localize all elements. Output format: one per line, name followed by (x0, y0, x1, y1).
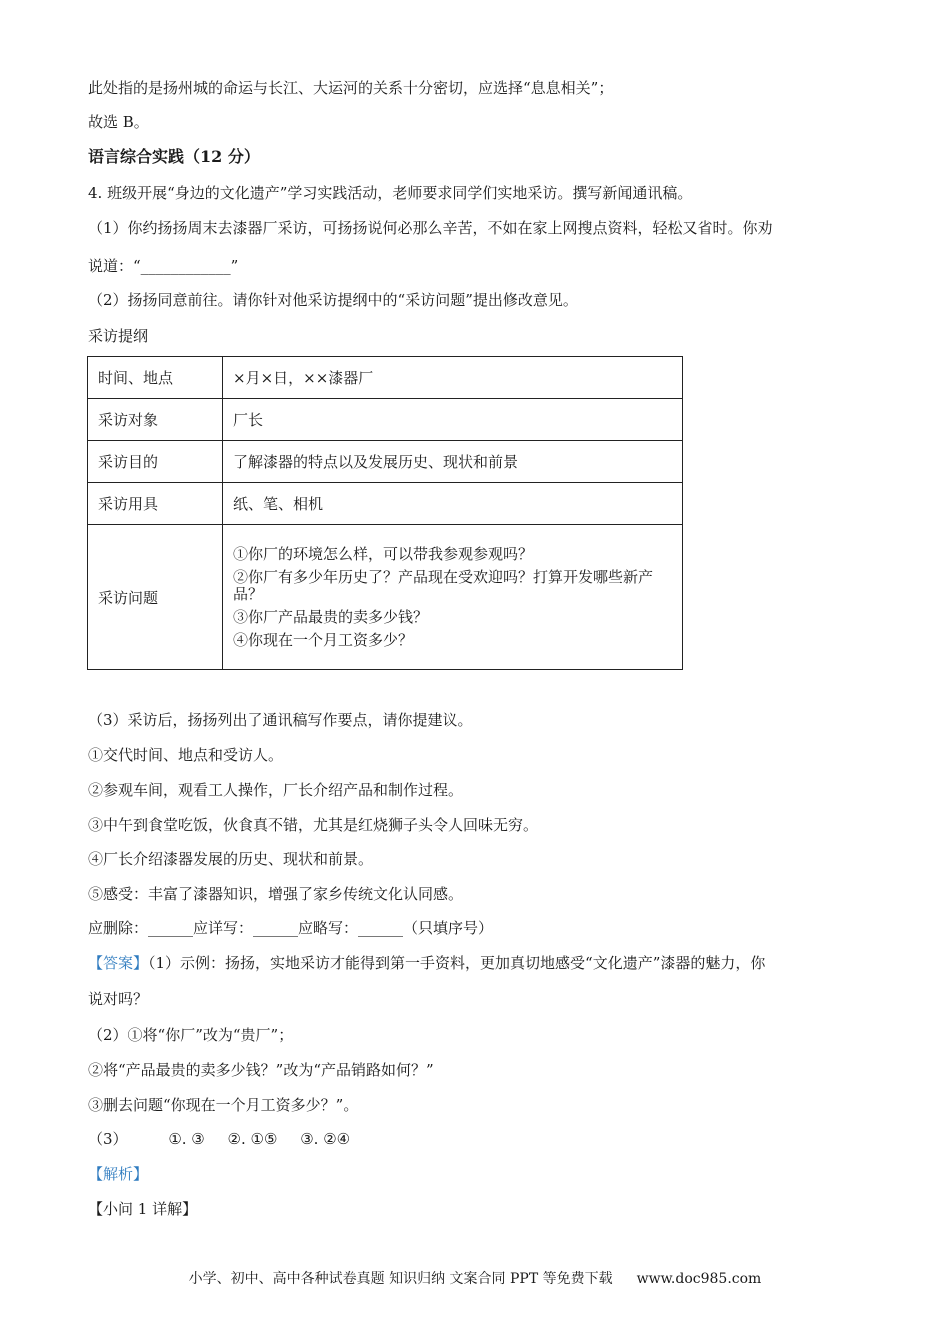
row-value: 厂长 (223, 399, 683, 441)
row-key: 采访问题 (88, 525, 223, 670)
question-1-line-1: （1）你约扬扬周末去漆器厂采访，可扬扬说何必那么辛苦，不如在家上网搜点资料，轻松又省时。你劝 (88, 219, 773, 237)
page-footer (0, 1268, 950, 1288)
interview-outline-table (87, 356, 683, 670)
choice-line: 故选 B。 (88, 113, 149, 131)
answer-1-line-2: 说对吗？ (88, 990, 149, 1008)
writing-point: ②参观车间，观看工人操作，厂长介绍产品和制作过程。 (88, 781, 464, 799)
sub-question-detail: 【小问 1 详解】 (88, 1200, 198, 1218)
writing-point: ⑤感受：丰富了漆器知识，增强了家乡传统文化认同感。 (88, 885, 464, 903)
interview-questions-cell (223, 525, 683, 670)
interview-question: ④你现在一个月工资多少？ (233, 630, 414, 649)
answer-3-line (88, 1129, 350, 1149)
answer-option: ①. ③ (168, 1130, 205, 1148)
answer-2-line-3: ③删去问题“你现在一个月工资多少？”。 (88, 1096, 359, 1114)
question-2: （2）扬扬同意前往。请你针对他采访提纲中的“采访问题”提出修改意见。 (88, 291, 578, 309)
writing-point: ④厂长介绍漆器发展的历史、现状和前景。 (88, 850, 374, 868)
answer-2-line-1: （2）①将“你厂”改为“贵厂”； (88, 1026, 294, 1044)
table-row-questions (88, 525, 683, 670)
interview-question: ①你厂的环境怎么样，可以带我参观参观吗？ (233, 544, 534, 563)
question-stem: 4. 班级开展“身边的文化遗产”学习实践活动，老师要求同学们实地采访。撰写新闻通讯稿。 (88, 184, 693, 202)
row-value: 纸、笔、相机 (223, 483, 683, 525)
table-row (88, 483, 683, 525)
question-1-line-2: 说道：“____________” (88, 257, 239, 275)
row-value: ×月×日，××漆器厂 (223, 357, 683, 399)
row-key: 采访用具 (88, 483, 223, 525)
table-row (88, 357, 683, 399)
row-key: 采访对象 (88, 399, 223, 441)
answer-1-line-1 (88, 953, 765, 973)
intro-line: 此处指的是扬州城的命运与长江、大运河的关系十分密切，应选择“息息相关”； (88, 79, 614, 97)
footer-url[interactable]: www.doc985.com (636, 1271, 762, 1287)
row-key: 采访目的 (88, 441, 223, 483)
question-3: （3）采访后，扬扬列出了通讯稿写作要点，请你提建议。 (88, 711, 473, 729)
answer-1-text: （1）示例：扬扬，实地采访才能得到第一手资料，更加真切地感受“文化遗产”漆器的魅力，你 (148, 954, 766, 972)
row-value: 了解漆器的特点以及发展历史、现状和前景 (223, 441, 683, 483)
fill-in-line: 应删除：______应详写：______应略写：______（只填序号） (88, 919, 494, 937)
answer-option: ②. ①⑤ (227, 1130, 278, 1148)
answer-2-line-2: ②将“产品最贵的卖多少钱？”改为“产品销路如何？” (88, 1061, 434, 1079)
section-title: 语言综合实践（12 分） (88, 147, 260, 166)
answer-3-prefix: （3） (88, 1130, 128, 1148)
answer-tag: 【答案】 (88, 954, 149, 972)
interview-question: ③你厂产品最贵的卖多少钱？ (233, 607, 429, 626)
footer-text: 小学、初中、高中各种试卷真题 知识归纳 文案合同 PPT 等免费下载 (188, 1271, 613, 1287)
answer-option: ③. ②④ (300, 1130, 351, 1148)
interview-question: ②你厂有多少年历史了？产品现在受欢迎吗？打算开发哪些新产品？ (233, 567, 654, 603)
table-row (88, 399, 683, 441)
table-row (88, 441, 683, 483)
analysis-tag: 【解析】 (88, 1165, 149, 1183)
outline-title: 采访提纲 (88, 327, 149, 345)
row-key: 时间、地点 (88, 357, 223, 399)
writing-point: ①交代时间、地点和受访人。 (88, 746, 284, 764)
writing-point: ③中午到食堂吃饭，伙食真不错，尤其是红烧狮子头令人回味无穷。 (88, 816, 539, 834)
